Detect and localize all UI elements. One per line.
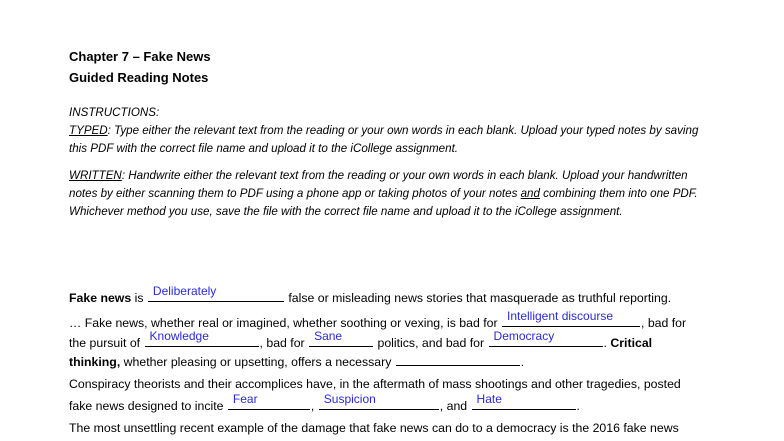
q2-blank-3[interactable]: [309, 329, 373, 347]
q3-text-2: fake news designed to incite: [69, 399, 227, 413]
question-1: [69, 284, 672, 306]
q3-fill-1: Fear: [232, 392, 258, 406]
q2-fill-3: Sane: [314, 329, 343, 343]
typed-label: TYPED: [69, 124, 108, 137]
question-4-line-1: [69, 420, 679, 436]
q2-blank-5[interactable]: [396, 351, 520, 366]
q1-lead: Fake news: [69, 291, 132, 305]
q2-text-1: … Fake news, whether real or imagined, whether soothing or vexing, is bad for: [69, 316, 501, 330]
question-2-line-3: [69, 351, 524, 370]
written-text-1: : Handwrite either the relevant text from the reading or your own words in each blank. Upload your handwritten notes by either scanning them to PDF using a phone app or taking photos of your notes: [69, 169, 688, 200]
q1-text-2: false or misleading news stories that masquerade as truthful reporting.: [284, 291, 672, 305]
q1-blank-1[interactable]: [148, 284, 284, 302]
q3-blank-3[interactable]: [472, 392, 576, 410]
q2-text-10: .: [520, 355, 525, 369]
instructions-typed: [69, 122, 719, 158]
q1-fill-1: Deliberately: [152, 284, 217, 298]
q2-blank-2[interactable]: [145, 329, 259, 347]
q2-fill-1: Intelligent discourse: [506, 309, 614, 323]
q3-text-4: , and: [439, 399, 471, 413]
q2-blank-4[interactable]: [489, 329, 603, 347]
q2-text-3: the pursuit of: [69, 336, 144, 350]
q3-fill-2: Suspicion: [323, 392, 376, 406]
instructions-written: [69, 167, 719, 221]
q3-text-1: Conspiracy theorists and their accomplices have, in the aftermath of mass shootings and other tragedies, posted: [69, 377, 681, 391]
q1-text-1: is: [131, 291, 147, 305]
q2-text-4: , bad for: [259, 336, 309, 350]
chapter-title: Chapter 7 – Fake News: [69, 49, 211, 64]
q2-fill-4: Democracy: [493, 329, 555, 343]
written-text-2: combining them into one PDF. Whichever method you use, save the file with the correct file name and upload it to the iCollege assignment.: [69, 187, 698, 218]
q2-text-8: thinking,: [69, 355, 121, 369]
q4-text-1: The most unsettling recent example of the damage that fake news can do to a democracy is the 2016 fake news: [69, 421, 679, 435]
q3-blank-2[interactable]: [319, 392, 439, 410]
q3-text-5: .: [576, 399, 580, 413]
instructions-heading: INSTRUCTIONS:: [69, 106, 160, 119]
written-and: and: [520, 187, 540, 200]
q3-text-3: ,: [310, 399, 318, 413]
q2-text-5: politics, and bad for: [374, 336, 488, 350]
q2-text-9: whether pleasing or upsetting, offers a necessary: [120, 355, 395, 369]
q3-fill-3: Hate: [476, 392, 502, 406]
typed-text: : Type either the relevant text from the reading or your own words in each blank. Upload your typed notes by saving this PDF with the correct file name and upload it to the iCollege assignment.: [69, 124, 699, 155]
q2-fill-2: Knowledge: [149, 329, 209, 343]
written-label: WRITTEN: [69, 169, 122, 182]
subtitle: Guided Reading Notes: [69, 70, 209, 85]
q3-blank-1[interactable]: [228, 392, 310, 410]
question-2-line-2: [69, 329, 653, 351]
question-3-line-2: [69, 392, 580, 414]
q2-text-6: .: [603, 336, 611, 350]
q2-text-2: , bad for: [640, 316, 687, 330]
q2-text-7: Critical: [610, 336, 653, 350]
q2-blank-1[interactable]: [502, 309, 640, 327]
question-3-line-1: [69, 376, 681, 392]
